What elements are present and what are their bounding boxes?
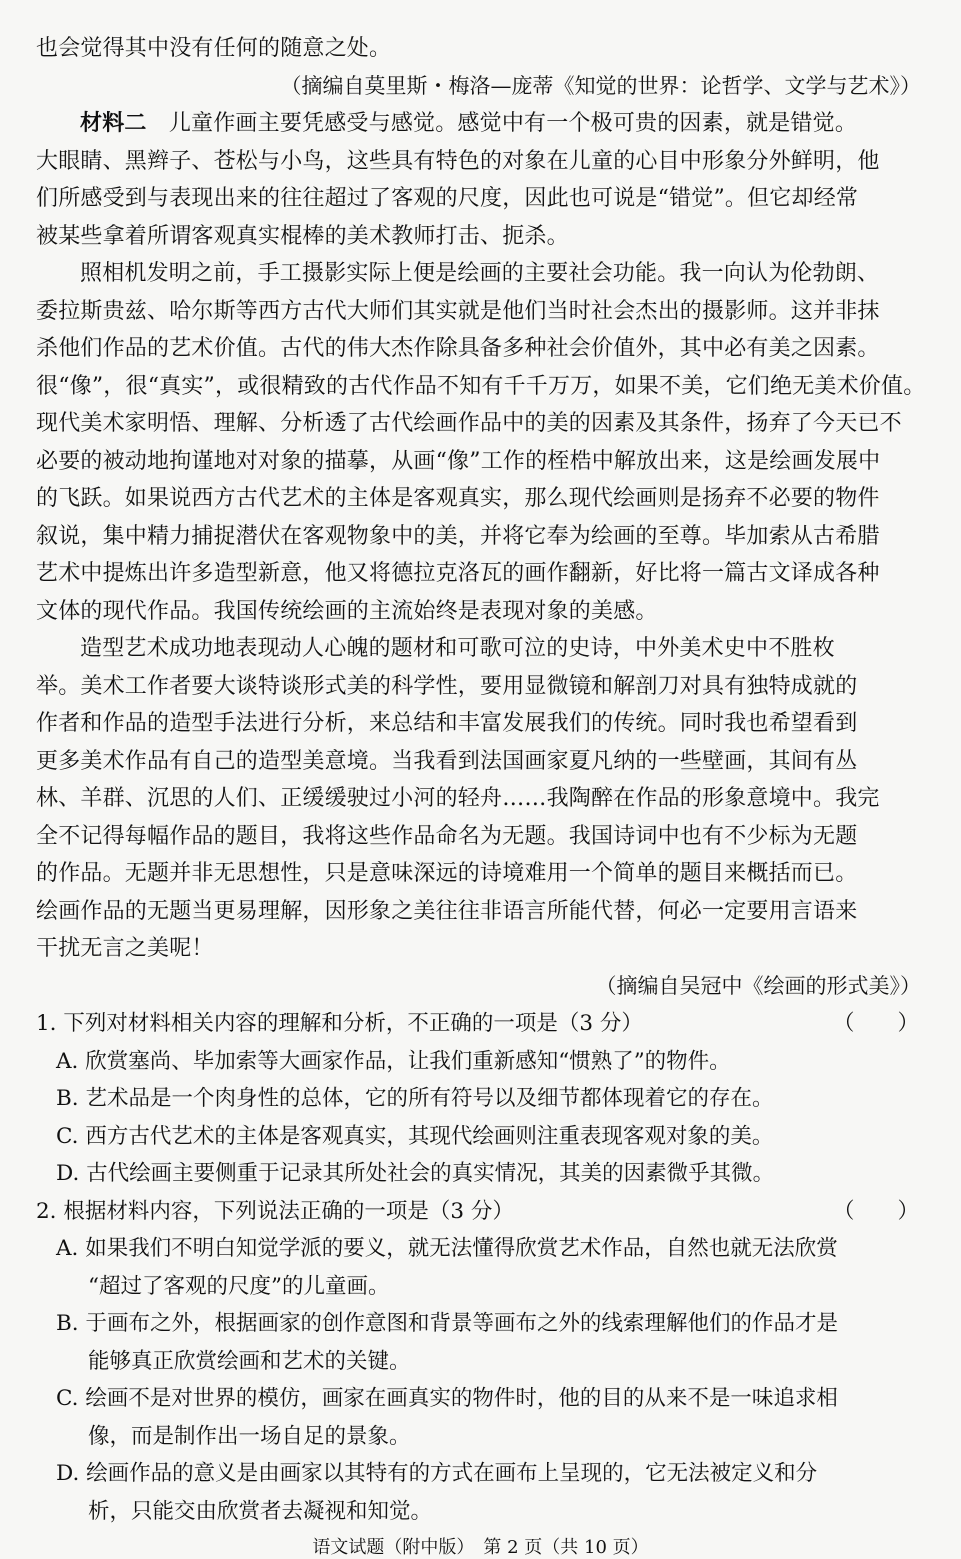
option-c: C. 绘画不是对世界的模仿，画家在画真实的物件时，他的目的从来不是一味追求相	[56, 1386, 838, 1411]
option-b: B. 艺术品是一个肉身性的总体，它的所有符号以及细节都体现着它的存在。	[56, 1086, 774, 1111]
option-d: D. 绘画作品的意义是由画家以其特有的方式在画布上呈现的，它无法被定义和分	[56, 1461, 818, 1486]
material2-paragraph-2	[36, 255, 926, 630]
question-1	[36, 1005, 921, 1193]
material1-tail: 也会觉得其中没有任何的随意之处。	[36, 36, 392, 61]
paragraph-line: 的飞跃。如果说西方古代艺术的主体是客观真实，那么现代绘画则是扬弃不必要的物件	[36, 486, 880, 511]
material2-label: 材料二	[80, 110, 147, 136]
paragraph-line: 必要的被动地拘谨地对对象的描摹，从画“像”工作的桎梏中解放出来，这是绘画发展中	[36, 448, 881, 474]
paragraph-line: 更多美术作品有自己的造型美意境。当我看到法国画家夏凡纳的一些壁画，其间有丛	[36, 748, 858, 774]
paragraph-line: 叙说，集中精力捕捉潜伏在客观物象中的美，并将它奉为绘画的至尊。毕加索从古希腊	[36, 523, 880, 549]
question-stem: 2. 根据材料内容，下列说法正确的一项是（3 分） （ ）	[36, 1193, 921, 1231]
paragraph-line: 现代美术家明悟、理解、分析透了古代绘画作品中的美的因素及其条件，扬弃了今天已不	[36, 411, 902, 436]
paragraph-line: 造型艺术成功地表现动人心魄的题材和可歌可泣的史诗，中外美术史中不胜枚	[80, 636, 835, 661]
paragraph-line: 的作品。无题并非无思想性，只是意味深远的诗境难用一个简单的题目来概括而已。	[36, 861, 858, 886]
paragraph-line: 很“像”，很“真实”，或很精致的古代作品不知有千千万万，如果不美，它们绝无美术价值。	[36, 373, 926, 399]
material2-source: （摘编自吴冠中《绘画的形式美》）	[595, 973, 921, 998]
paragraph-line: 作者和作品的造型手法进行分析，来总结和丰富发展我们的传统。同时我也希望看到	[36, 711, 858, 736]
answer-bracket[interactable]: （ ）	[832, 1011, 919, 1036]
material2-paragraph-1	[36, 105, 921, 255]
option-a: A. 如果我们不明白知觉学派的要义，就无法懂得欣赏艺术作品，自然也就无法欣赏	[56, 1236, 838, 1261]
paragraph-line: 绘画作品的无题当更易理解，因形象之美往往非语言所能代替，何必一定要用言语来	[36, 898, 858, 924]
material2-paragraph-3	[36, 630, 921, 968]
option-d-continued: 析，只能交由欣赏者去凝视和知觉。	[88, 1498, 433, 1524]
option-a: A. 欣赏塞尚、毕加索等大画家作品，让我们重新感知“惯熟了”的物件。	[56, 1048, 731, 1074]
paragraph-line: 艺术中提炼出许多造型新意，他又将德拉克洛瓦的画作翻新，好比将一篇古文译成各种	[36, 561, 880, 586]
paragraph-line: 举。美术工作者要大谈特谈形式美的科学性，要用显微镜和解剖刀对具有独特成就的	[36, 673, 858, 699]
paragraph-line: 材料二 儿童作画主要凭感受与感觉。感觉中有一个极可贵的因素，就是错觉。	[80, 110, 858, 136]
paragraph-line: 全不记得每幅作品的题目，我将这些作品命名为无题。我国诗词中也有不少标为无题	[36, 823, 858, 849]
paragraph-line: 大眼睛、黑辫子、苍松与小鸟，这些具有特色的对象在儿童的心目中形象分外鲜明，他	[36, 148, 880, 174]
material1-source: （摘编自莫里斯・梅洛—庞蒂《知觉的世界：论哲学、文学与艺术》）	[280, 73, 921, 98]
option-b-continued: 能够真正欣赏绘画和艺术的关键。	[88, 1348, 411, 1374]
paragraph-line: 杀他们作品的艺术价值。古代的伟大杰作除具备多种社会价值外，其中必有美之因素。	[36, 336, 880, 361]
question-stem: 1. 下列对材料相关内容的理解和分析，不正确的一项是（3 分） （ ）	[36, 1005, 921, 1043]
option-c-continued: 像，而是制作出一场自足的景象。	[88, 1423, 411, 1449]
answer-bracket[interactable]: （ ）	[832, 1198, 919, 1224]
page-footer: 语文试题（附中版） 第 2 页（共 10 页）	[312, 1537, 649, 1558]
paragraph-line: 林、羊群、沉思的人们、正缓缓驶过小河的轻舟……我陶醉在作品的形象意境中。我完	[36, 786, 880, 811]
paragraph-line: 照相机发明之前，手工摄影实际上便是绘画的主要社会功能。我一向认为伦勃朗、	[80, 261, 880, 286]
question-2	[36, 1193, 921, 1531]
option-b: B. 于画布之外，根据画家的创作意图和背景等画布之外的线索理解他们的作品才是	[56, 1311, 838, 1336]
paragraph-line: 被某些拿着所谓客观真实棍棒的美术教师打击、扼杀。	[36, 223, 569, 249]
paragraph-line: 干扰无言之美呢！	[36, 936, 214, 961]
option-c: C. 西方古代艺术的主体是客观真实，其现代绘画则注重表现客观对象的美。	[56, 1123, 774, 1149]
paragraph-line: 文体的现代作品。我国传统绘画的主流始终是表现对象的美感。	[36, 598, 658, 624]
paragraph-line: 委拉斯贵兹、哈尔斯等西方古代大师们其实就是他们当时社会杰出的摄影师。这并非抹	[36, 298, 880, 324]
option-d: D. 古代绘画主要侧重于记录其所处社会的真实情况，其美的因素微乎其微。	[56, 1161, 775, 1186]
option-a-continued: “超过了客观的尺度”的儿童画。	[88, 1273, 390, 1299]
paragraph-line: 们所感受到与表现出来的往往超过了客观的尺度，因此也可说是“错觉”。但它却经常	[36, 186, 859, 211]
